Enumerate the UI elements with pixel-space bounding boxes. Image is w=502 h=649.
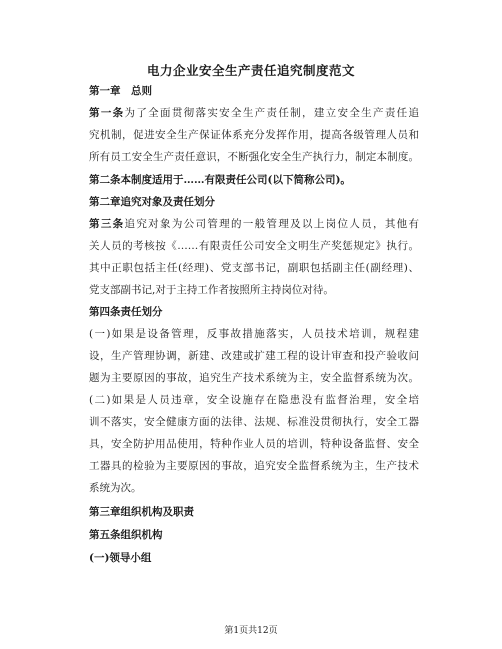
article-text: 追究对象为公司管理的一般管理及以上岗位人员，其他有 xyxy=(124,218,419,230)
article-2: 第二条本制度适用于……有限责任公司(以下简称公司)。 xyxy=(89,174,351,186)
article-3-line-4: 党支部副书记,对于主持工作者按照所主持岗位对待。 xyxy=(89,284,334,296)
clause-1-line-2: 设，生产管理协调，新建、改建或扩建工程的设计审查和投产验收问 xyxy=(89,350,419,362)
article-1-line-2: 究机制，促进安全生产保证体系充分发挥作用，提高各级管理人员和 xyxy=(89,129,419,141)
article-label: 第一条 xyxy=(89,107,125,119)
clause-2-line-3: 具，安全防护用品使用，特种作业人员的培训，特种设备监督、安全 xyxy=(89,438,419,450)
article-3-line-3: 其中正职包括主任(经理)、党支部书记，副职包括副主任(副经理)、 xyxy=(89,262,419,274)
clause-1-line-3: 题为主要原因的事故，追究生产技术系统为主，安全监督系统为次。 xyxy=(89,372,419,384)
clause-2-line-4: 工器具的检验为主要原因的事故，追究安全监督系统为主，生产技术 xyxy=(89,460,419,472)
article-3-line-1 xyxy=(89,215,419,233)
document-title: 电力企业安全生产责任追究制度范文 xyxy=(146,63,355,78)
article-1-line-1 xyxy=(89,104,419,122)
subsection-heading: (一)领导小组 xyxy=(89,552,152,564)
chapter-heading: 第三章组织机构及职责 xyxy=(89,506,194,518)
clause-2-line-5: 系统为次。 xyxy=(89,482,142,494)
page-number: 第1页共12页 xyxy=(224,626,278,636)
article-label: 第三条 xyxy=(89,218,125,230)
chapter-heading: 第二章追究对象及责任划分 xyxy=(89,196,215,208)
article-3-line-2: 关人员的考核按《……有限责任公司安全文明生产奖惩规定》执行。 xyxy=(89,240,419,252)
article-4-heading: 第四条责任划分 xyxy=(89,306,163,318)
chapter-heading: 第一章 总则 xyxy=(89,85,152,97)
clause-2-line-2: 训不落实，安全健康方面的法律、法规、标准没贯彻执行，安全工器 xyxy=(89,416,419,428)
article-text: 为了全面贯彻落实安全生产责任制，建立安全生产责任追 xyxy=(124,107,419,119)
clause-1-line-1: (一)如果是设备管理，反事故措施落实，人员技术培训，规程建 xyxy=(89,328,419,340)
clause-2-line-1: (二)如果是人员违章，安全设施存在隐患没有监督治理，安全培 xyxy=(89,394,419,406)
article-5-heading: 第五条组织机构 xyxy=(89,529,163,541)
article-1-line-3: 所有员工安全生产责任意识，不断强化安全生产执行力，制定本制度。 xyxy=(89,151,419,163)
